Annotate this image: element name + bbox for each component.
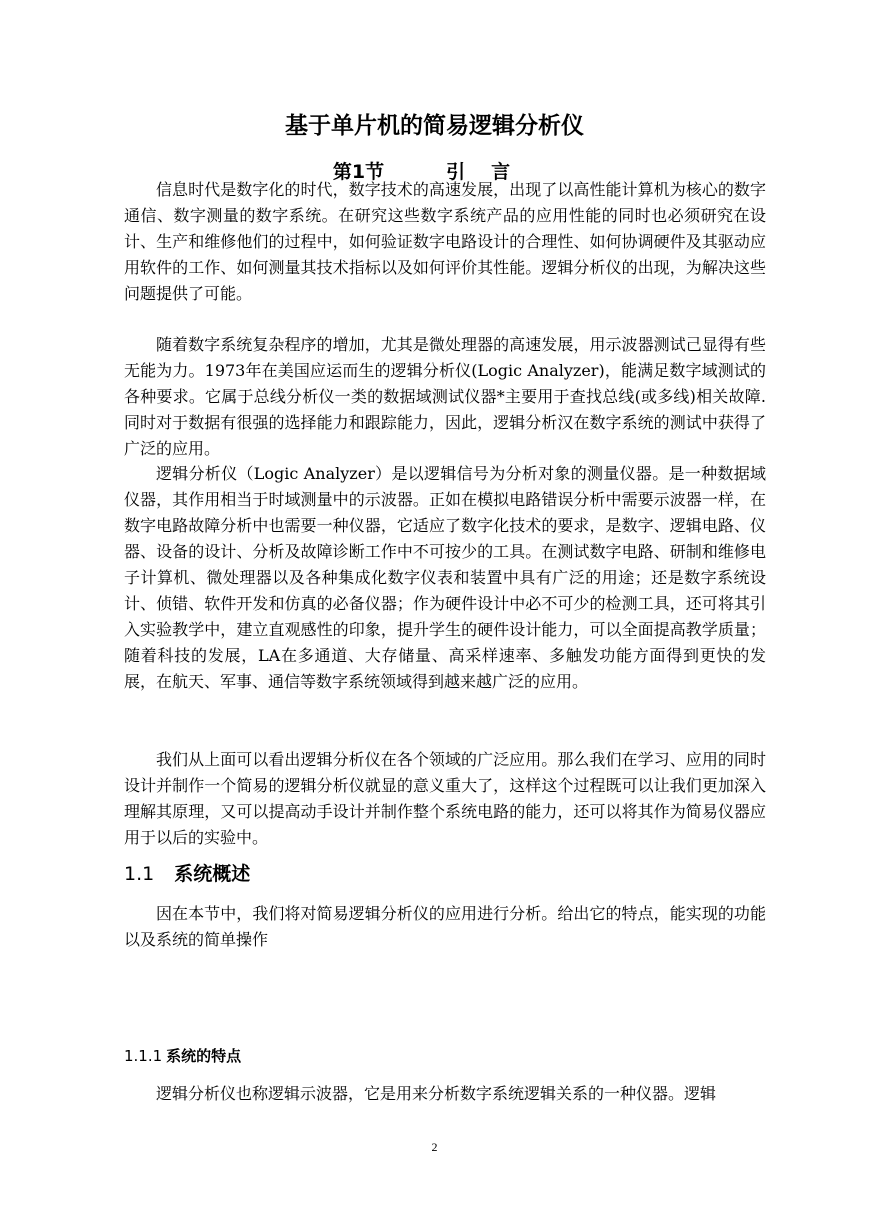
paragraph-text: 我们从上面可以看出逻辑分析仪在各个领域的广泛应用。那么我们在学习、应用的同时设计并制作一个简易的逻辑分析仪就显的意义重大了，这样这个过程既可以让我们更加深入理解其原理，又可以提高动手设计并制作整个系统电路的能力，还可以将其作为简易仪器应用于以后的实验中。	[124, 750, 766, 847]
subsection-number: 1.1	[124, 863, 155, 885]
paragraph-text: 信息时代是数字化的时代，数字技术的高速发展，出现了以高性能计算机为核心的数字通信、数字测量的数字系统。在研究这些数字系统产品的应用性能的同时也必须研究在设计、生产和维修他们的过程中，如何验证数字电路设计的合理性、如何协调硬件及其驱动应用软件的工作、如何测量其技术指标以及如何评价其性能。逻辑分析仪的出现，为解决这些问题提供了可能。	[124, 180, 766, 303]
paragraph-text: 随着数字系统复杂程序的增加，尤其是微处理器的高速发展，用示波器测试己显得有些无能为力。1973年在美国应运而生的逻辑分析仪(Logic Analyzer)，能满足数字域测试的各种要求。它属于总线分析仪一类的数据域测试仪器*主要用于查找总线(或多线)相关故障.同时对于数据有很强的选择能力和跟踪能力，因此，逻辑分析汉在数字系统的测试中获得了广泛的应用。	[124, 335, 766, 458]
intro-paragraph-1	[124, 177, 766, 307]
intro-paragraph-3	[124, 461, 766, 695]
subsection-paragraph	[124, 901, 766, 953]
subsubsection-name: 系统的特点	[166, 1047, 242, 1065]
paragraph-text: 因在本节中，我们将对简易逻辑分析仪的应用进行分析。给出它的特点，能实现的功能以及系统的简单操作	[124, 904, 766, 949]
subsection-heading	[124, 860, 250, 888]
paragraph-text: 逻辑分析仪也称逻辑示波器，它是用来分析数字系统逻辑关系的一种仪器。逻辑	[156, 1084, 717, 1103]
intro-paragraph-4	[124, 747, 766, 851]
subsubsection-number: 1.1.1	[124, 1047, 163, 1065]
subsection-name: 系统概述	[174, 863, 251, 885]
page-number: 2	[431, 1140, 438, 1154]
section-name: 引言	[446, 161, 537, 183]
subsubsection-paragraph	[124, 1081, 766, 1107]
section-number: 第1节	[332, 161, 385, 183]
document-title: 基于单片机的简易逻辑分析仪	[285, 113, 584, 139]
paragraph-text: 逻辑分析仪（Logic Analyzer）是以逻辑信号为分析对象的测量仪器。是一种数据域仪器，其作用相当于时域测量中的示波器。正如在模拟电路错误分析中需要示波器一样，在数字电路故障分析中也需要一种仪器，它适应了数字化技术的要求，是数字、逻辑电路、仪器、设备的设计、分析及故障诊断工作中不可按少的工具。在测试数字电路、研制和维修电子计算机、微处理器以及各种集成化数字仪表和装置中具有广泛的用途；还是数字系统设计、侦错、软件开发和仿真的必备仪器；作为硬件设计中必不可少的检测工具，还可将其引入实验教学中，建立直观感性的印象，提升学生的硬件设计能力，可以全面提高教学质量； 随着科技的发展，LA在多通道、大存储量、高采样速率、多触发功能方面得到更快的发展，在航天、军事、通信等数字系统领域得到越来越广泛的应用。	[124, 464, 766, 691]
intro-paragraph-2	[124, 332, 766, 462]
subsubsection-heading	[124, 1044, 241, 1068]
